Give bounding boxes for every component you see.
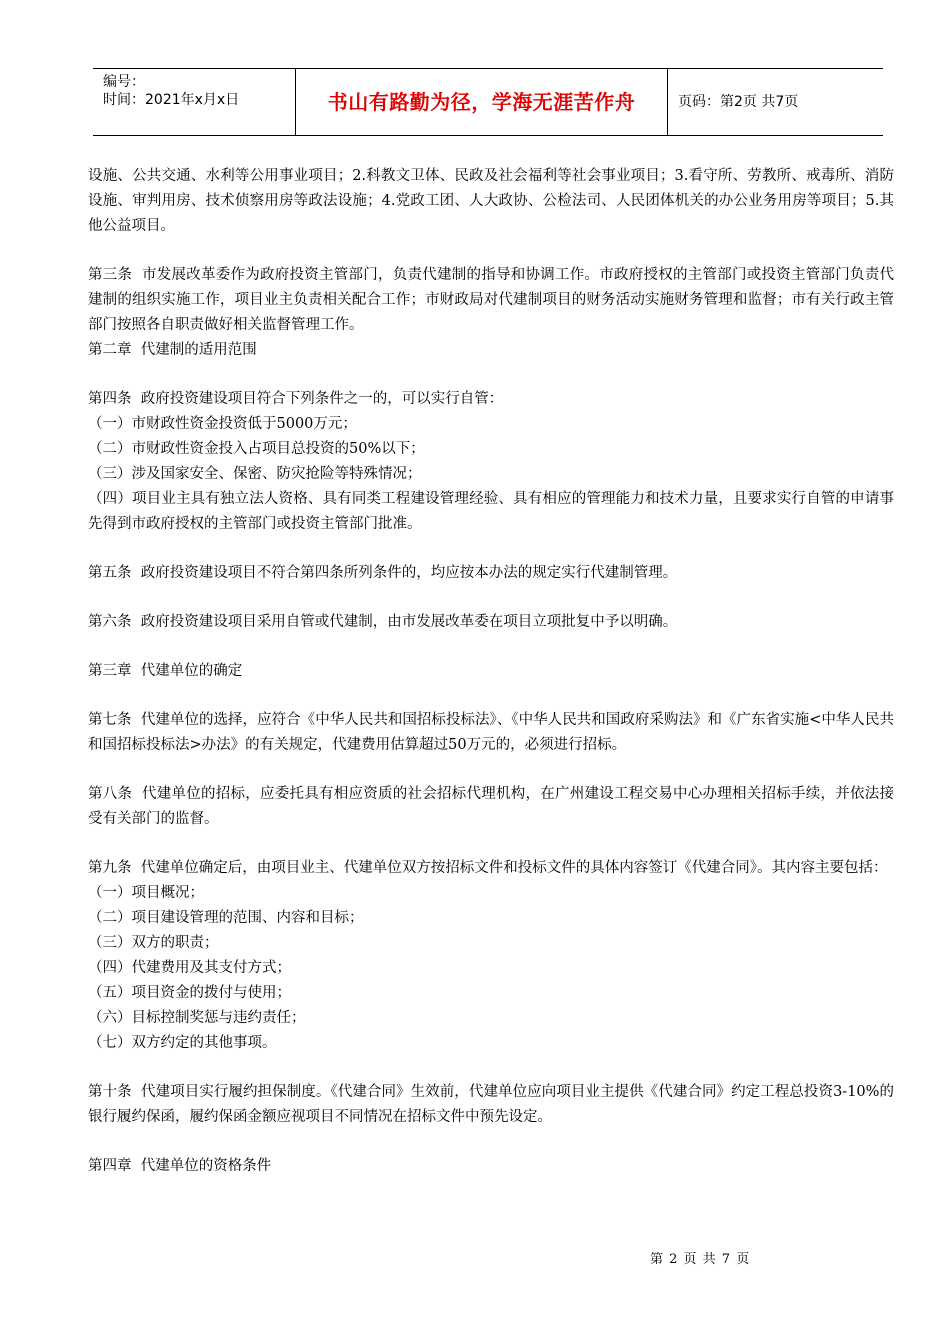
chapter-4-heading: 第四章 代建单位的资格条件 (88, 1158, 272, 1174)
list-item: （一）市财政性资金投资低于5000万元； (88, 416, 357, 432)
chapter-2-heading: 第二章 代建制的适用范围 (88, 342, 257, 358)
paragraph: 设施、公共交通、水利等公用事业项目；2.科教文卫体、民政及社会福利等社会事业项目；3.看守所、劳教所、戒毒所、消防设施、审判用房、技术侦察用房等政法设施；4.党政工团、人大政协、公检法司、人民团体机关的办公业务用房等项目；5.其他公益项目。 (88, 168, 894, 234)
article-10: 第十条 代建项目实行履约担保制度。《代建合同》生效前，代建单位应向项目业主提供《代建合同》约定工程总投资3-10%的银行履约保函，履约保函金额应视项目不同情况在招标文件中预先设定。 (88, 1084, 894, 1125)
article-5: 第五条 政府投资建设项目不符合第四条所列条件的，均应按本办法的规定实行代建制管理。 (88, 565, 678, 581)
list-item: （六）目标控制奖惩与违约责任； (88, 1010, 306, 1026)
list-item: （五）项目资金的拨付与使用； (88, 985, 291, 1001)
article-6: 第六条 政府投资建设项目采用自管或代建制，由市发展改革委在项目立项批复中予以明确。 (88, 614, 678, 630)
page-footer: 第 2 页 共 7 页 (650, 1252, 751, 1267)
header-meta (93, 69, 295, 135)
document-time-label: 时间：2021年x月x日 (103, 92, 240, 108)
list-item: （二）市财政性资金投入占项目总投资的50%以下； (88, 441, 425, 457)
header-motto: 书山有路勤为径，学海无涯苦作舟 (295, 69, 668, 135)
article-4: 第四条 政府投资建设项目符合下列条件之一的，可以实行自管： (88, 391, 504, 407)
list-item: （二）项目建设管理的范围、内容和目标； (88, 910, 364, 926)
list-item: （七）双方约定的其他事项。 (88, 1035, 277, 1051)
article-8: 第八条 代建单位的招标，应委托具有相应资质的社会招标代理机构，在广州建设工程交易中心办理相关招标手续，并依法接受有关部门的监督。 (88, 786, 894, 827)
list-item: （四）代建费用及其支付方式； (88, 960, 291, 976)
list-item: （一）项目概况； (88, 885, 204, 901)
header-page-code: 页码：第2页 共7页 (678, 94, 799, 110)
page-header (93, 68, 883, 136)
list-item: （三）双方的职责； (88, 935, 219, 951)
chapter-3-heading: 第三章 代建单位的确定 (88, 663, 243, 679)
article-9: 第九条 代建单位确定后，由项目业主、代建单位双方按招标文件和投标文件的具体内容签订《代建合同》。其内容主要包括： (88, 860, 888, 876)
document-body (88, 164, 894, 1179)
list-item: （三）涉及国家安全、保密、防灾抢险等特殊情况； (88, 466, 422, 482)
article-7: 第七条 代建单位的选择，应符合《中华人民共和国招标投标法》、《中华人民共和国政府采购法》和《广东省实施<中华人民共和国招标投标法>办法》的有关规定，代建费用估算超过50万元的，必须进行招标。 (88, 712, 894, 753)
document-number-label: 编号： (103, 74, 145, 90)
article-3: 第三条 市发展改革委作为政府投资主管部门，负责代建制的指导和协调工作。市政府授权的主管部门或投资主管部门负责代建制的组织实施工作，项目业主负责相关配合工作；市财政局对代建制项目的财务活动实施财务管理和监督；市有关行政主管部门按照各自职责做好相关监督管理工作。 (88, 267, 894, 333)
list-item: （四）项目业主具有独立法人资格、具有同类工程建设管理经验、具有相应的管理能力和技术力量，且要求实行自管的申请事先得到市政府授权的主管部门或投资主管部门批准。 (88, 491, 894, 532)
